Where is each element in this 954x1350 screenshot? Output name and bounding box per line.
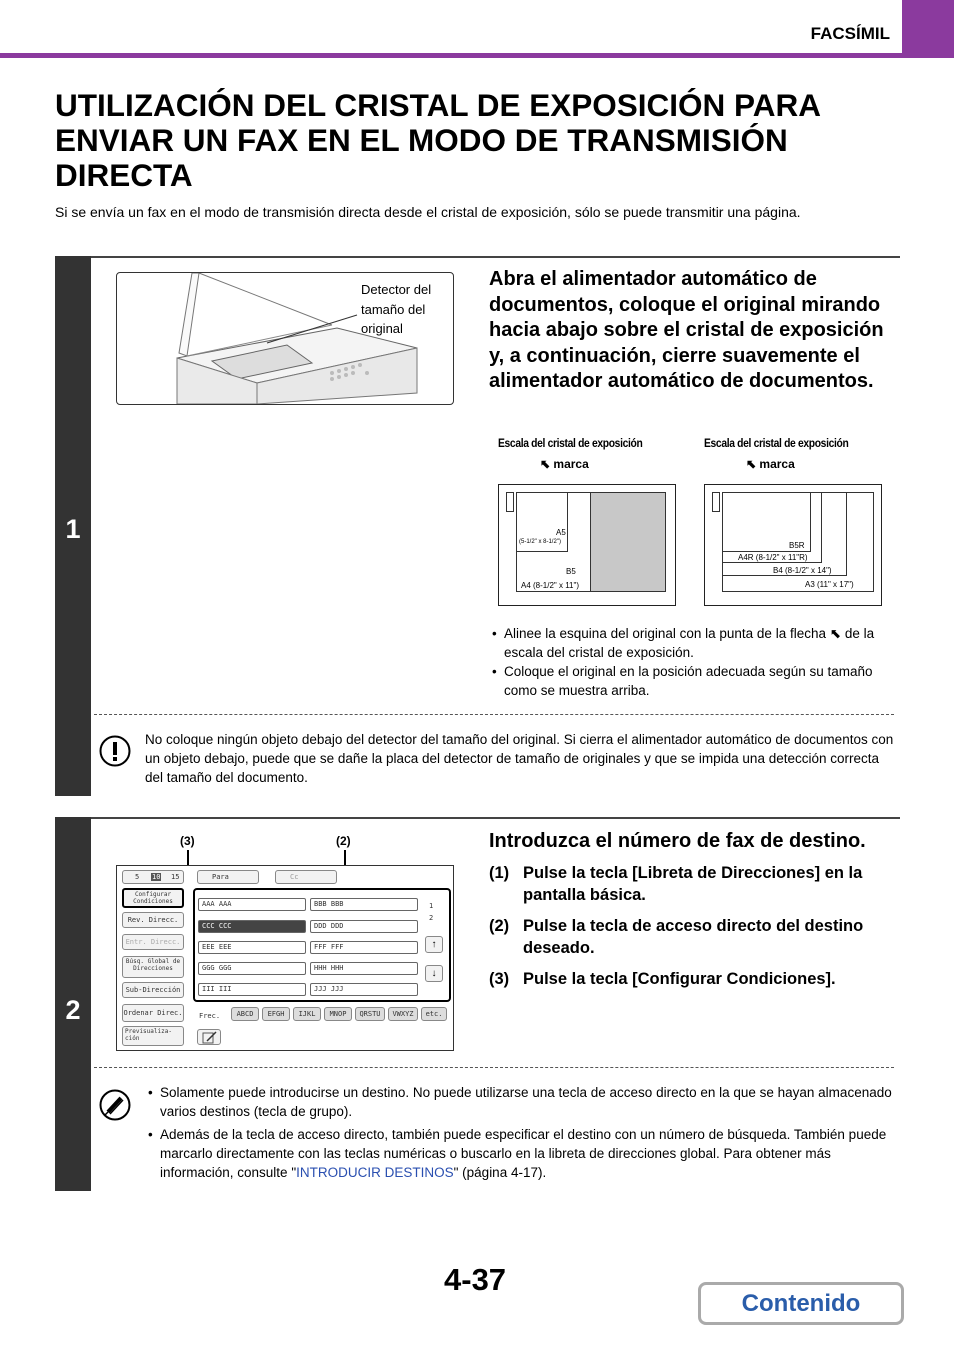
tab-etc[interactable]: etc. (421, 1007, 447, 1021)
size-a5-inch: (5-1/2" x 8-1/2") (519, 539, 561, 545)
introducir-destinos-link[interactable]: INTRODUCIR DESTINOS (296, 1165, 454, 1180)
scale-label-right: Escala del cristal de exposición (704, 436, 849, 450)
configure-conditions-button[interactable]: Configurar Condiciones (122, 888, 184, 908)
step1-dashed-separator (94, 714, 894, 715)
para-tab[interactable]: Para (197, 870, 259, 884)
size-b5r: B5R (789, 541, 805, 550)
tab-mnop[interactable]: MNOP (324, 1007, 352, 1021)
destination-key[interactable]: JJJ JJJ (310, 983, 418, 996)
mark-arrow-icon: ⬉ (829, 626, 842, 641)
enter-address-button[interactable]: Entr. Direcc. (122, 934, 184, 950)
tab-abcd[interactable]: ABCD (231, 1007, 259, 1021)
scale-tick-left (506, 492, 514, 512)
size-a5: A5 (556, 528, 566, 537)
tab-vwxyz[interactable]: VWXYZ (388, 1007, 418, 1021)
destination-key[interactable]: GGG GGG (198, 962, 306, 975)
mark-label-right: ⬉ marca (746, 457, 795, 471)
mark-arrow-icon: ⬉ (540, 457, 551, 471)
header-rule (0, 53, 954, 58)
step2-instructions (489, 862, 899, 990)
note-pencil-icon (99, 1089, 131, 1121)
step1-bullets (492, 624, 892, 700)
destination-key[interactable]: DDD DDD (310, 920, 418, 933)
address-book-screen (116, 865, 454, 1051)
size-b4: B4 (8-1/2" x 14") (773, 566, 832, 575)
step1-bar (55, 256, 91, 796)
step1-top-rule (91, 256, 900, 258)
destination-key-selected[interactable]: CCC CCC (198, 920, 306, 933)
warning-text: No coloque ningún objeto debajo del detector del tamaño del original. Si cierra el alimentador automático de documentos con un objeto debajo, puede que se dañe la placa del detector de tamaño de originales y que se impida una detección correcta del tamaño del documento. (145, 732, 894, 785)
scale-tick-right (712, 492, 720, 512)
intro-text: Si se envía un fax en el modo de transmisión directa desde el cristal de exposición, sólo se puede transmitir una página. (55, 204, 801, 220)
step2-heading: Introduzca el número de fax de destino. (489, 830, 866, 852)
warning-icon (99, 735, 131, 767)
bullet-item: • Alinee la esquina del original con la punta de la flecha ⬉ de la escala del cristal de exposición. (492, 626, 875, 660)
note-item: • Solamente puede introducirse un destino. No puede utilizarse una tecla de acceso directo en la que se hayan almacenado varios destinos (tecla de grupo). (148, 1085, 892, 1119)
scale-label-left: Escala del cristal de exposición (498, 436, 643, 450)
size-a4: A4 (8-1/2" x 11") (521, 581, 579, 590)
tab-efgh[interactable]: EFGH (262, 1007, 290, 1021)
preview-button[interactable]: Previsualiza- ción (122, 1026, 184, 1046)
cc-tab[interactable]: Cc (275, 870, 337, 884)
glass-scale-diagram-left (498, 436, 678, 608)
page-number: 4-37 (444, 1262, 507, 1297)
step2-notes (148, 1083, 893, 1182)
size-a3: A3 (11" x 17") (805, 580, 854, 589)
step2-dashed-separator (94, 1067, 894, 1068)
instruction-item: (3) Pulse la tecla [Configurar Condiciones]. (489, 970, 836, 988)
instruction-item: (1) Pulse la tecla [Libreta de Direcciones] en la pantalla básica. (489, 864, 863, 904)
page-indicator: 1 (429, 902, 434, 910)
step2-number: 2 (65, 995, 81, 1025)
sort-address-button[interactable]: Ordenar Direc. (122, 1004, 184, 1022)
tab-frequent[interactable]: Frec. (199, 1012, 221, 1020)
detector-label: Detector del tamaño del original (361, 282, 432, 336)
destination-key[interactable]: BBB BBB (310, 898, 418, 911)
mark-arrow-icon: ⬉ (746, 457, 757, 471)
destination-key[interactable]: EEE EEE (198, 941, 306, 954)
destination-key[interactable]: AAA AAA (198, 898, 306, 911)
instruction-item: (2) Pulse la tecla de acceso directo del destino deseado. (489, 917, 864, 957)
glass-scale-diagram-right (704, 436, 884, 608)
page-title: UTILIZACIÓN DEL CRISTAL DE EXPOSICIÓN PARA ENVIAR UN FAX EN EL MODO DE TRANSMISIÓN DIRECTA (55, 87, 820, 193)
mark-label-left: ⬉ marca (540, 457, 589, 471)
index-tabs (197, 1006, 449, 1024)
page-total: 2 (429, 914, 434, 922)
size-b5: B5 (566, 567, 576, 576)
contents-button[interactable]: Contenido (698, 1282, 904, 1325)
global-search-button[interactable]: Búsq. Global de Direcciones (122, 956, 184, 978)
edit-icon[interactable] (197, 1029, 221, 1045)
callout-3: (3) (180, 834, 195, 848)
scanner-illustration (116, 272, 454, 405)
header-accent-tab (902, 0, 954, 56)
tab-ijkl[interactable]: IJKL (293, 1007, 321, 1021)
step1-number: 1 (65, 514, 81, 544)
bullet-item: • Coloque el original en la posición adecuada según su tamaño como se muestra arriba. (492, 664, 873, 698)
step1-heading: Abra el alimentador automático de documentos, coloque el original mirando hacia abajo sobre el cristal de exposición y, a continuación, cierre suavemente el alimentador automático de documentos. (489, 268, 884, 392)
scroll-down-icon[interactable]: ↓ (425, 965, 443, 982)
step2-bar (55, 817, 91, 1191)
counter-display: 5 10 15 (122, 870, 184, 884)
size-a4r: A4R (8-1/2" x 11"R) (738, 553, 808, 562)
scroll-up-icon[interactable]: ↑ (425, 936, 443, 953)
step2-top-rule (91, 817, 900, 819)
note-item: • Además de la tecla de acceso directo, también puede especificar el destino con un número de búsqueda. También puede marcarlo directamente con las teclas numéricas o buscarlo en la libreta de direcciones global. Para obtener más información, consulte "INTRODUCIR DESTINOS" (página 4-17). (148, 1127, 887, 1180)
review-address-button[interactable]: Rev. Direcc. (122, 912, 184, 928)
destination-key[interactable]: III III (198, 983, 306, 996)
tab-qrstu[interactable]: QRSTU (355, 1007, 385, 1021)
callout-2: (2) (336, 834, 351, 848)
destination-key[interactable]: FFF FFF (310, 941, 418, 954)
destination-key[interactable]: HHH HHH (310, 962, 418, 975)
sub-address-button[interactable]: Sub-Dirección (122, 982, 184, 998)
section-title: FACSÍMIL (810, 24, 890, 43)
